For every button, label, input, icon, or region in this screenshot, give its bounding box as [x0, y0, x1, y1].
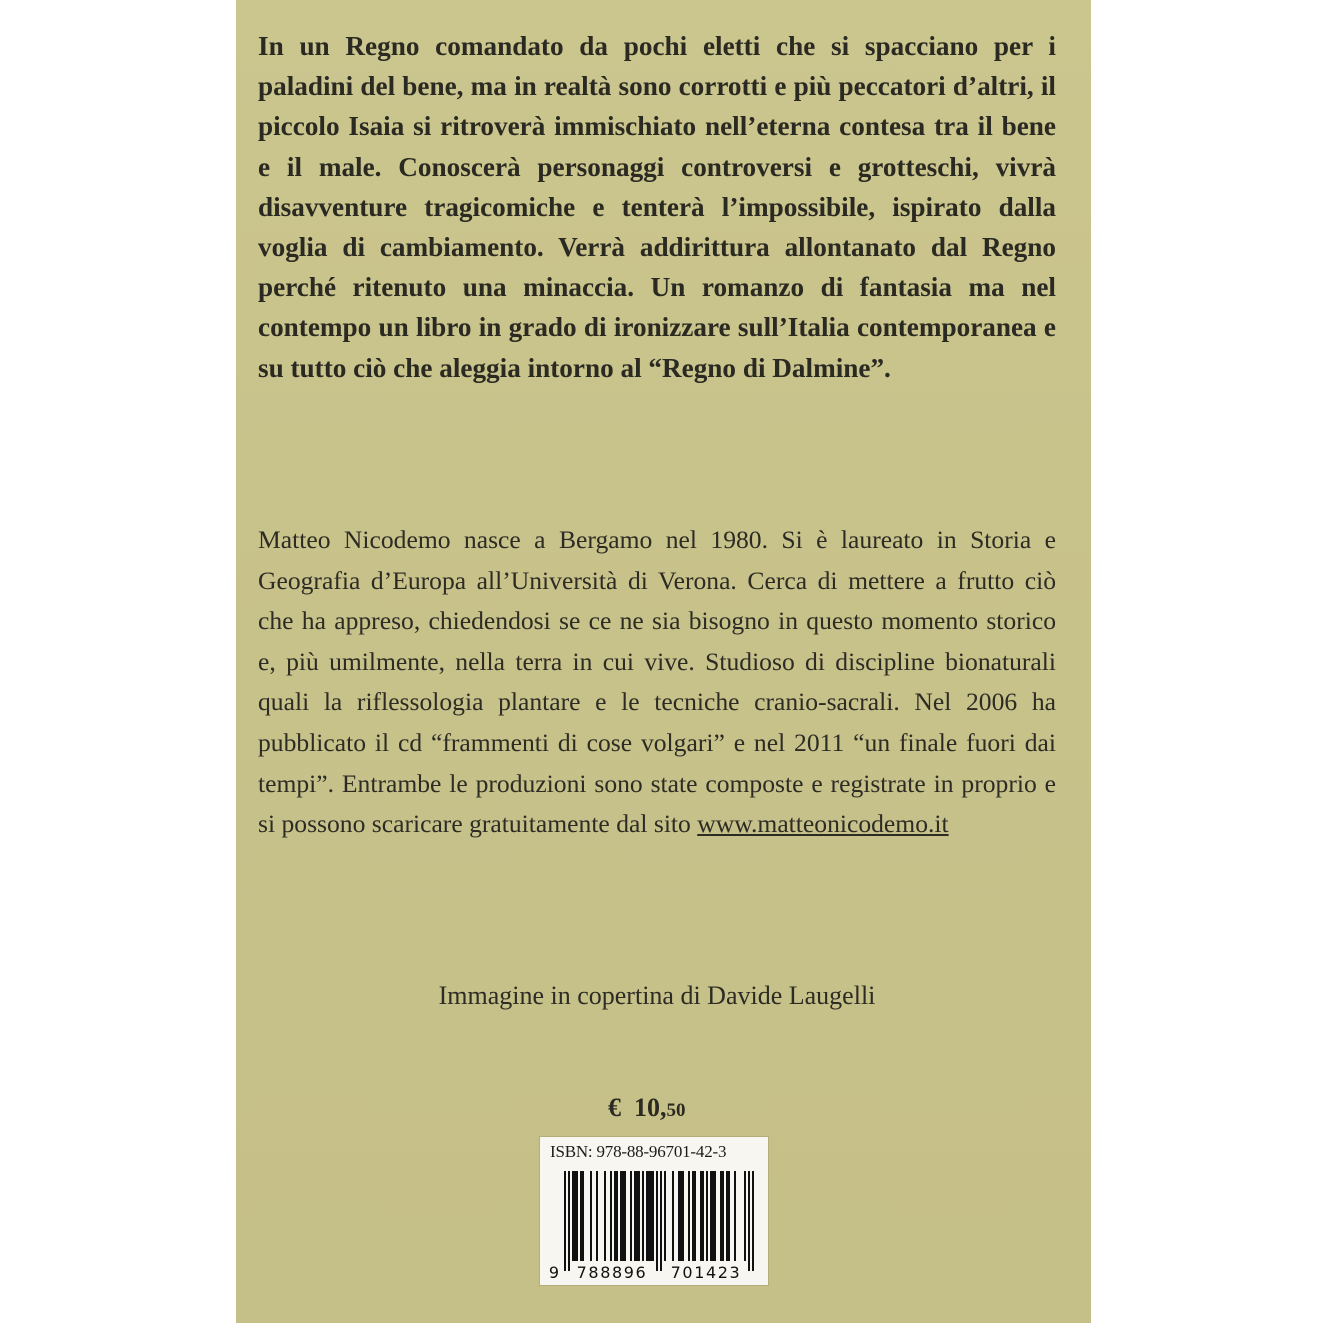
barcode-bar: [672, 1171, 674, 1261]
barcode-bar: [636, 1171, 638, 1261]
isbn-label: ISBN: 978-88-96701-42-3: [550, 1142, 727, 1161]
barcode-bar: [652, 1171, 654, 1261]
barcode-bar: [646, 1171, 648, 1261]
barcode-bar: [604, 1171, 606, 1261]
isbn-barcode: [548, 1169, 760, 1281]
barcode-bar: [630, 1171, 632, 1261]
barcode-bar: [748, 1171, 750, 1271]
barcode-bar: [712, 1171, 714, 1261]
barcode-bar: [568, 1171, 570, 1271]
barcode-bar: [610, 1171, 612, 1261]
barcode-bar: [664, 1171, 666, 1261]
barcode-bar: [576, 1171, 578, 1261]
isbn-barcode-box: [539, 1136, 769, 1286]
barcode-bar: [678, 1171, 680, 1261]
barcode-bar: [596, 1171, 598, 1261]
barcode-bar: [614, 1171, 616, 1261]
barcode-bar: [642, 1171, 644, 1261]
price-cents: 50: [666, 1100, 686, 1121]
barcode-bar: [752, 1171, 754, 1271]
author-bio-text: Matteo Nicodemo nasce a Bergamo nel 1980. Si è laureato in Storia e Geografia d’Europa all’Università di Verona. Cerca di mettere a frutto ciò che ha appreso, chiedendosi se ce ne sia bisogno in questo momento storico e, più umilmente, nella terra in cui vive. Studioso di discipline bionaturali quali la riflessologia plantare e le tecniche cranio-sacrali. Nel 2006 ha pubblicato il cd “frammenti di cose volgari” e nel 2011 “un finale fuori dai tempi”. Entrambe le produzioni sono state composte e registrate in proprio e si possono scaricare gratuitamente dal sito: [258, 525, 1056, 839]
synopsis-text: In un Regno comandato da pochi eletti che si spacciano per i paladini del bene, ma in realtà sono corrotti e più peccatori d’altri, il piccolo Isaia si ritroverà immischiato nell’eterna contesa tra il bene e il male. Conoscerà personaggi controversi e grotteschi, vivrà disavventure tragicomiche e tenterà l’impossibile, ispirato dalla voglia di cambiamento. Verrà addirittura allontanato dal Regno perché ritenuto una minaccia. Un romanzo di fantasia ma nel contempo un libro in grado di ironizzare sull’Italia contemporanea e su tutto ciò che aleggia intorno al “Regno di Dalmine”.: [258, 31, 1056, 383]
barcode-digits: 9: [548, 1263, 560, 1281]
barcode-bar: [680, 1171, 682, 1261]
barcode-digits: 788896: [576, 1263, 648, 1281]
barcode-digits: 701423: [670, 1263, 742, 1281]
barcode-bar: [622, 1171, 624, 1261]
barcode-bar: [714, 1171, 716, 1261]
barcode-bar: [656, 1171, 658, 1271]
barcode-bar: [700, 1171, 702, 1261]
price: [608, 1090, 686, 1129]
barcode-bar: [710, 1171, 712, 1261]
barcode-bar: [744, 1171, 746, 1261]
barcode-bar: [582, 1171, 584, 1261]
barcode-bar: [706, 1171, 708, 1261]
price-integer: 10,: [634, 1093, 667, 1122]
cover-image-credit: Immagine in copertina di Davide Laugelli: [438, 981, 876, 1010]
barcode-bar: [692, 1171, 694, 1261]
barcode-bar: [688, 1171, 690, 1261]
barcode-bar: [638, 1171, 640, 1261]
barcode-bar: [564, 1171, 566, 1271]
barcode-bar: [682, 1171, 684, 1261]
barcode-bar: [574, 1171, 576, 1261]
author-website-link[interactable]: www.matteonicodemo.it: [697, 809, 949, 839]
barcode-bar: [728, 1171, 730, 1261]
barcode-bar: [648, 1171, 650, 1261]
barcode-bar: [726, 1171, 728, 1261]
barcode-bar: [624, 1171, 626, 1261]
barcode-bar: [620, 1171, 622, 1261]
price-currency: €: [608, 1093, 621, 1122]
author-bio: [258, 520, 1056, 845]
barcode-bar: [590, 1171, 592, 1261]
barcode-bar: [722, 1171, 724, 1261]
barcode-bar: [650, 1171, 652, 1261]
barcode-bar: [660, 1171, 662, 1271]
barcode-bar: [634, 1171, 636, 1261]
barcode-bar: [616, 1171, 618, 1261]
barcode-bar: [702, 1171, 704, 1261]
barcode-bar: [720, 1171, 722, 1261]
barcode-bar: [572, 1171, 574, 1261]
barcode-bar: [694, 1171, 696, 1261]
barcode-bar: [734, 1171, 736, 1261]
barcode-bar: [580, 1171, 582, 1261]
